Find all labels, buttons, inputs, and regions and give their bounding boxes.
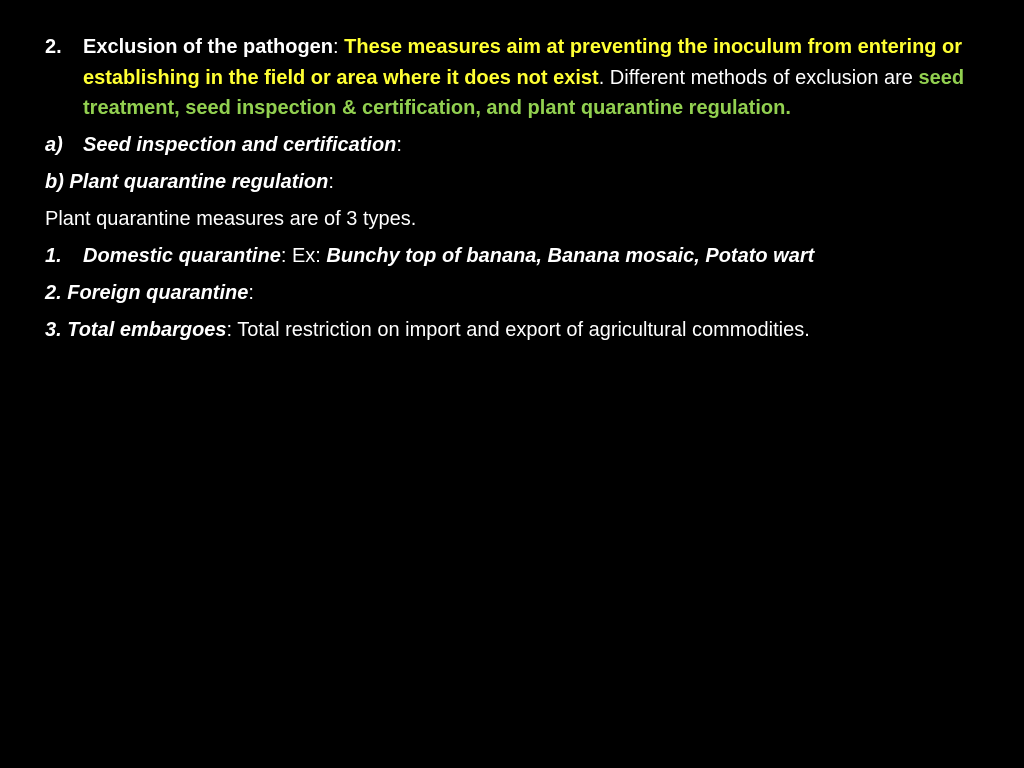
domestic-quarantine-heading: Domestic quarantine [83, 244, 281, 267]
exclusion-heading: Exclusion of the pathogen [83, 36, 334, 58]
seed-inspection-colon: : [396, 133, 402, 156]
total-embargoes-text: : Total restriction on import and export of agricultural commodities. [226, 318, 810, 341]
total-embargoes-heading: 3. Total embargoes [45, 318, 227, 341]
foreign-quarantine-heading: 2. Foreign quarantine [45, 281, 249, 304]
item-seed-inspection [45, 130, 990, 161]
slide-content [45, 32, 990, 352]
item-exclusion [45, 32, 990, 124]
exclusion-methods-intro: . Different methods of exclusion are [598, 66, 919, 89]
exclusion-methods: seed treatment, seed inspection & certification, and plant quarantine regulation. [83, 66, 965, 119]
item-seed-inspection-body [83, 130, 990, 161]
item-marker-1: 1. [45, 244, 62, 267]
quarantine-types-line: Plant quarantine measures are of 3 types. [45, 207, 417, 230]
item-marker-a: a) [45, 133, 63, 156]
foreign-quarantine-colon: : [248, 281, 254, 304]
item-domestic-quarantine [45, 241, 990, 272]
plant-quarantine-heading: b) Plant quarantine regulation [45, 170, 329, 193]
domestic-quarantine-ex: : Ex: [280, 244, 327, 267]
exclusion-colon: : [333, 36, 345, 58]
item-domestic-quarantine-body [83, 241, 990, 272]
item-total-embargoes [45, 315, 990, 346]
item-foreign-quarantine [45, 278, 990, 309]
plant-quarantine-colon: : [328, 170, 334, 193]
item-number: 2. [45, 36, 62, 58]
exclusion-definition: These measures aim at preventing the inoculum from entering or establishing in the field or area where it does not exist [83, 36, 963, 89]
item-exclusion-body [83, 32, 990, 124]
domestic-quarantine-examples: Bunchy top of banana, Banana mosaic, Potato wart [326, 244, 815, 267]
item-plant-quarantine [45, 167, 990, 198]
seed-inspection-heading: Seed inspection and certification [83, 133, 397, 156]
